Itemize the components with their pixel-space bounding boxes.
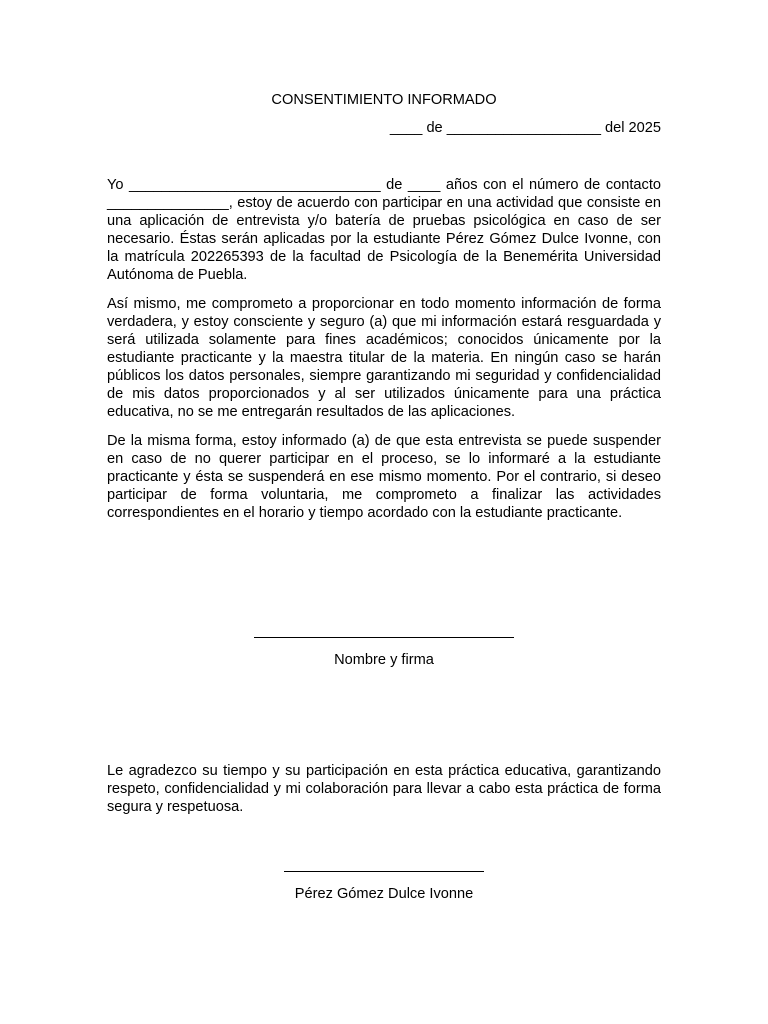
paragraph-thanks: Le agradezco su tiempo y su participación en esta práctica educativa, garantizando respeto, confidencialidad y mi colaboración para llevar a cabo esta práctica de forma segura y respetuosa. <box>107 763 661 815</box>
paragraph-commitment: Así mismo, me comprometo a proporcionar en todo momento información de forma verdadera, y estoy consciente y seguro (a) que mi información estará resguardada y será utilizada solamente para fines académicos; conocidos únicamente por la estudiante practicante y la maestra titular de la materia. En ningún caso se harán públicos los datos personales, siempre garantizando mi seguridad y confidencialidad de mis datos proporcionados y al ser utilizados únicamente para una práctica educativa, no se me entregarán resultados de las aplicaciones. <box>107 296 661 420</box>
paragraph-withdrawal: De la misma forma, estoy informado (a) de que esta entrevista se puede suspender en caso de no querer participar en el proceso, se lo informaré a la estudiante practicante y ésta se suspenderá en ese mismo momento. Por el contrario, si deseo participar de forma voluntaria, me comprometo a finalizar las actividades correspondientes en el horario y tiempo acordado con la estudiante practicante. <box>107 433 661 521</box>
student-signature-block <box>0 855 768 903</box>
participant-signature-label: Nombre y firma <box>334 652 434 668</box>
paragraph-participant-info: Yo _______________________________ de ____ años con el número de contacto _______________, estoy de acuerdo con participar en una actividad que consiste en una aplicación de entrevista y/o batería de pruebas psicológica en caso de ser necesario. Éstas serán aplicadas por la estudiante Pérez Gómez Dulce Ivonne, con la matrícula 202265393 de la facultad de Psicología de la Benemérita Universidad Autónoma de Puebla. <box>107 177 661 283</box>
student-signature-label: Pérez Gómez Dulce Ivonne <box>294 886 474 902</box>
participant-signature-line <box>254 621 514 638</box>
student-signature-line <box>284 855 484 872</box>
date-line: ____ de ___________________ del 2025 <box>389 120 661 136</box>
body-text <box>107 176 661 533</box>
participant-signature-block <box>0 621 768 669</box>
document-title: CONSENTIMIENTO INFORMADO <box>271 92 497 108</box>
